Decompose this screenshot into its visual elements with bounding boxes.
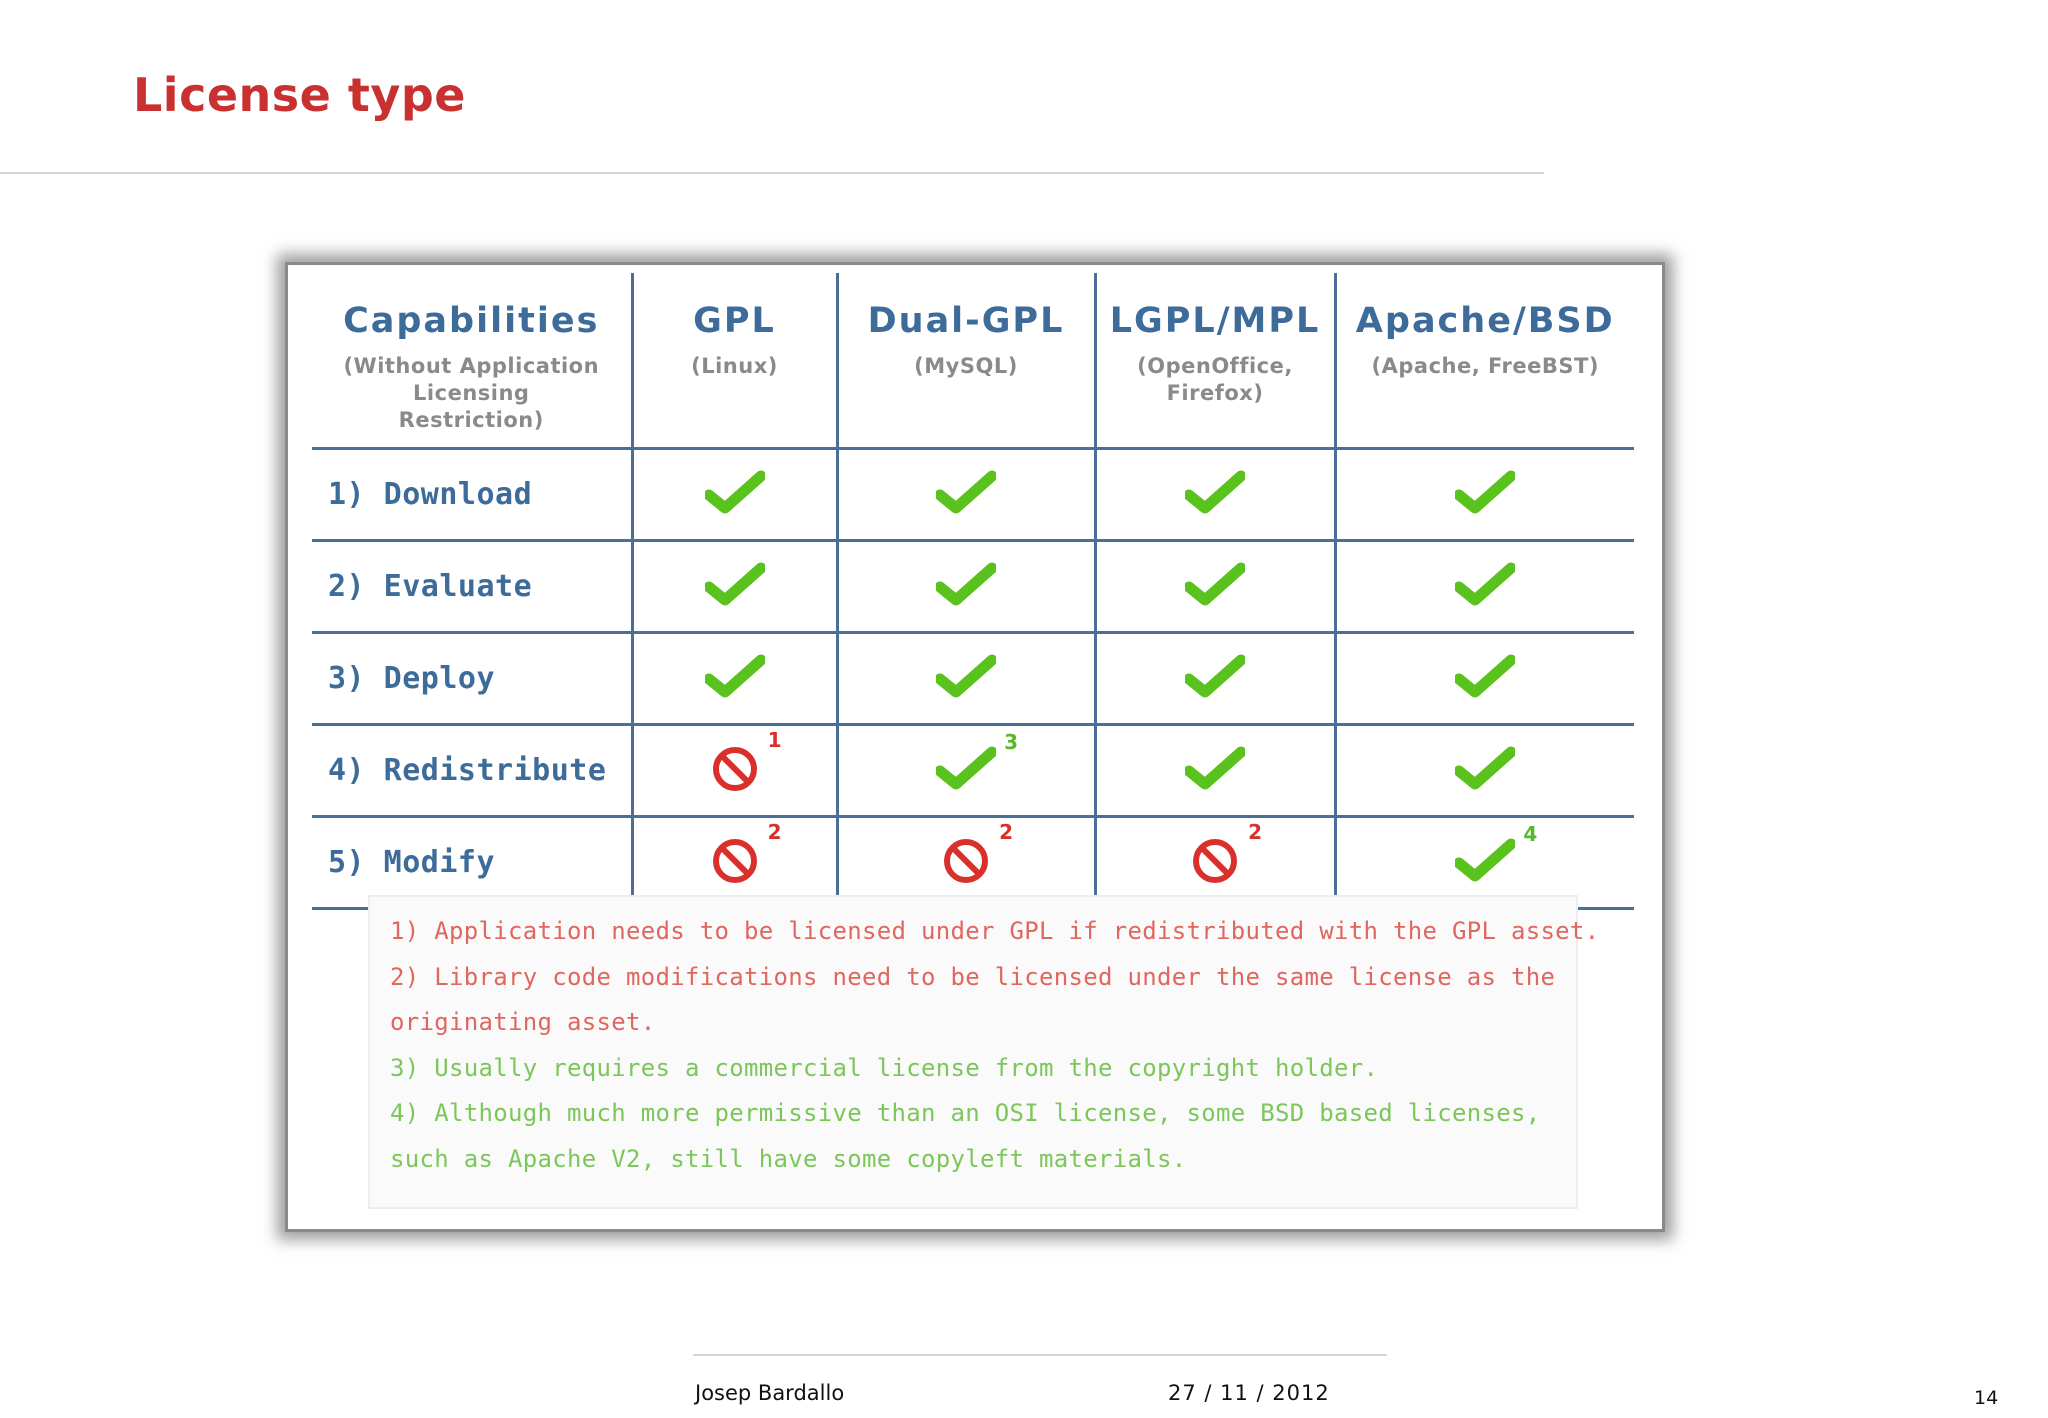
table-row: [312, 449, 1634, 541]
row-label: 1) Download: [312, 449, 632, 541]
footnote-line: 3) Usually requires a commercial license from the copyright holder.: [390, 1053, 1379, 1082]
footnote-marker: 2: [1248, 819, 1262, 844]
row-label: 5) Modify: [312, 817, 632, 909]
table-cell: [1095, 541, 1335, 633]
table-cell: [1335, 541, 1634, 633]
footnote-line: 2) Library code modifications need to be licensed under the same license as the: [390, 962, 1556, 991]
check-icon: [936, 562, 996, 608]
license-table: [312, 273, 1634, 910]
table-cell: [632, 725, 837, 817]
prohibited-icon: [1190, 819, 1262, 886]
check-icon: [1185, 470, 1245, 516]
table-cell: [1335, 633, 1634, 725]
page-number: 14: [1974, 1387, 1999, 1409]
prohibited-icon: [941, 819, 1013, 886]
header-dual-gpl: [837, 273, 1095, 449]
check-icon: [1185, 654, 1245, 700]
row-label: 2) Evaluate: [312, 541, 632, 633]
table-body: [312, 449, 1634, 909]
header-subtitle: (OpenOffice, Firefox): [1137, 354, 1293, 405]
license-figure: [285, 262, 1665, 1232]
footnote-marker: 3: [1004, 729, 1018, 754]
check-icon: [1455, 821, 1538, 884]
header-capabilities: [312, 273, 632, 449]
check-icon: [1185, 746, 1245, 792]
table-cell: [1335, 725, 1634, 817]
table-cell: [632, 633, 837, 725]
header-apache-bsd: [1335, 273, 1634, 449]
check-icon: [936, 729, 1018, 792]
table-cell: [1095, 633, 1335, 725]
footnote-line: 1) Application needs to be licensed under GPL if redistributed with the GPL asset.: [390, 917, 1600, 945]
footnote-line: originating asset.: [390, 1008, 656, 1036]
header-subtitle: (MySQL): [914, 354, 1018, 378]
header-gpl: [632, 273, 837, 449]
footnotes-box: [368, 895, 1600, 1209]
header-subtitle: (Without Application Licensing Restriction): [343, 354, 600, 432]
footnote-line: 4) Although much more permissive than an OSI license, some BSD based licenses,: [390, 1099, 1541, 1127]
table-cell: [837, 725, 1095, 817]
footnote-marker: 2: [767, 819, 782, 844]
row-label: 4) Redistribute: [312, 725, 632, 817]
table-cell: [1335, 449, 1634, 541]
header-title: Apache/BSD: [1355, 301, 1615, 341]
title-divider: [0, 172, 1544, 174]
header-title: Dual-GPL: [867, 301, 1065, 341]
check-icon: [1185, 562, 1245, 608]
header-subtitle: (Linux): [691, 354, 778, 378]
header-row: [312, 273, 1634, 449]
check-icon: [936, 470, 996, 516]
check-icon: [1455, 746, 1515, 792]
table-cell: [837, 633, 1095, 725]
table-cell: [632, 541, 837, 633]
table-row: [312, 725, 1634, 817]
footer-date: 27 / 11 / 2012: [1168, 1381, 1330, 1405]
prohibited-icon: [710, 727, 782, 794]
slide-title: License type: [133, 68, 466, 122]
prohibited-icon: [710, 819, 782, 886]
check-icon: [705, 654, 765, 700]
check-icon: [1455, 562, 1515, 608]
table-row: [312, 633, 1634, 725]
table-cell: [837, 541, 1095, 633]
check-icon: [936, 654, 996, 700]
table-cell: [837, 449, 1095, 541]
header-title: Capabilities: [343, 301, 600, 341]
header-lgpl-mpl: [1095, 273, 1335, 449]
footer-divider: [693, 1354, 1387, 1356]
header-subtitle: (Apache, FreeBST): [1371, 354, 1599, 378]
table-cell: [1095, 449, 1335, 541]
footnote-marker: 4: [1523, 821, 1538, 846]
header-title: GPL: [693, 301, 776, 341]
header-title: LGPL/MPL: [1109, 301, 1321, 341]
table-cell: [1095, 725, 1335, 817]
check-icon: [1455, 654, 1515, 700]
table-cell: [632, 449, 837, 541]
footnote-marker: 1: [767, 727, 782, 752]
footnote-marker: 2: [999, 819, 1013, 844]
table-row: [312, 541, 1634, 633]
check-icon: [705, 562, 765, 608]
footer-author: Josep Bardallo: [695, 1381, 845, 1405]
footnote-line: such as Apache V2, still have some copyleft materials.: [390, 1144, 1187, 1173]
check-icon: [1455, 470, 1515, 516]
row-label: 3) Deploy: [312, 633, 632, 725]
check-icon: [705, 470, 765, 516]
